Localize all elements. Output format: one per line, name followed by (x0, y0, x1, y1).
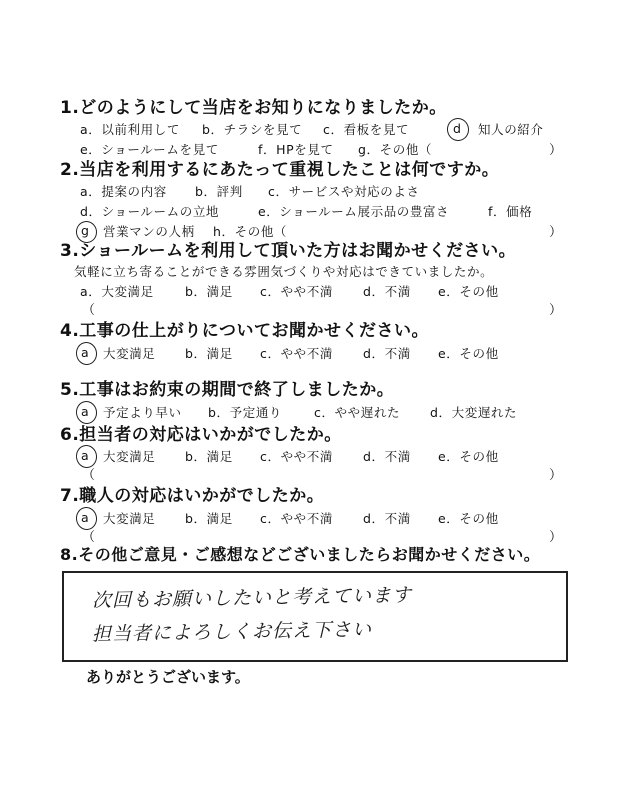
q1-option-e: e．ショールームを見て (80, 142, 219, 157)
q3-option-b: b．満足 (185, 284, 233, 299)
q2-option-b: b．評判 (195, 184, 243, 199)
q6-option-b: b．満足 (185, 449, 233, 464)
q2-option-f: f．価格 (488, 204, 533, 219)
q6-open-paren: （ (82, 468, 96, 483)
q2-option-c: c．サービスや対応のよさ (268, 184, 420, 199)
q2-option-e: e．ショールーム展示品の豊富さ (258, 204, 450, 219)
q6-title: 6.担当者の対応はいかがでしたか。 (60, 425, 342, 445)
q2-option-a: a．提案の内容 (80, 184, 167, 199)
q1-option-b: b．チラシを見て (202, 122, 303, 137)
q1-title: 1.どのようにして当店をお知りになりましたか。 (60, 98, 447, 118)
q7-close-paren: ） (549, 530, 563, 545)
q5-option-c: c．やや遅れた (314, 405, 401, 420)
comment-box (62, 571, 568, 662)
q7-open-paren: （ (82, 530, 96, 545)
q1-option-f: f．HPを見て (258, 142, 334, 157)
q5-option-a: 予定より早い (103, 405, 182, 420)
q5-option-d: d．大変遅れた (430, 405, 518, 420)
q2-option-g-letter: g (81, 223, 90, 238)
q3-close-paren: ） (549, 303, 563, 318)
q4-option-c: c．やや不満 (260, 346, 333, 361)
q6-close-paren: ） (549, 468, 563, 483)
q7-option-c: c．やや不満 (260, 511, 333, 526)
q5-title: 5.工事はお約束の期間で終了しましたか。 (60, 380, 395, 400)
q4-option-e: e．その他 (438, 346, 499, 361)
q4-option-a: 大変満足 (103, 346, 156, 361)
q7-option-d: d．不満 (363, 511, 411, 526)
q6-option-c: c．やや不満 (260, 449, 333, 464)
q2-close-paren: ） (549, 225, 563, 240)
q7-option-a: 大変満足 (103, 511, 156, 526)
q6-option-a-letter: a (81, 448, 90, 463)
q1-option-d: 知人の紹介 (478, 122, 544, 137)
handwritten-comment-line1: 次回もお願いしたいと考えています (91, 584, 413, 612)
q3-option-e: e．その他 (438, 284, 499, 299)
q6-option-a: 大変満足 (103, 449, 156, 464)
q1-close-paren: ） (549, 143, 563, 158)
q2-title: 2.当店を利用するにあたって重視したことは何ですか。 (60, 160, 500, 180)
q2-option-g: 営業マンの人柄 (103, 224, 195, 239)
q7-option-b: b．満足 (185, 511, 233, 526)
q4-option-a-letter: a (81, 345, 90, 360)
handwritten-comment-line2: 担当者によろしくお伝え下さい (91, 618, 373, 646)
q3-open-paren: （ (82, 303, 96, 318)
q7-option-a-letter: a (81, 510, 90, 525)
q5-option-a-letter: a (81, 404, 90, 419)
q4-title: 4.工事の仕上がりについてお聞かせください。 (60, 321, 429, 341)
q5-option-b: b．予定通り (208, 405, 283, 420)
q3-option-c: c．やや不満 (260, 284, 333, 299)
q1-option-g: g．その他（ (358, 142, 433, 157)
q6-option-e: e．その他 (438, 449, 499, 464)
q1-option-d-letter: d (453, 121, 462, 136)
q8-title: 8.その他ご意見・ご感想などございましたらお聞かせください。 (60, 545, 541, 564)
q2-option-h: h．その他（ (213, 224, 288, 239)
q3-subtitle: 気軽に立ち寄ることができる雰囲気づくりや対応はできていましたか。 (74, 264, 494, 279)
q4-option-b: b．満足 (185, 346, 233, 361)
thanks-text: ありがとうございます。 (86, 668, 250, 686)
q4-option-d: d．不満 (363, 346, 411, 361)
q7-title: 7.職人の対応はいかがでしたか。 (60, 486, 325, 506)
q3-option-a: a．大変満足 (80, 284, 154, 299)
q3-title: 3.ショールームを利用して頂いた方はお聞かせください。 (60, 241, 517, 261)
q1-option-a: a．以前利用して (80, 122, 180, 137)
q1-option-c: c．看板を見て (323, 122, 410, 137)
q3-option-d: d．不満 (363, 284, 411, 299)
q7-option-e: e．その他 (438, 511, 499, 526)
q6-option-d: d．不満 (363, 449, 411, 464)
q2-option-d: d．ショールームの立地 (80, 204, 220, 219)
